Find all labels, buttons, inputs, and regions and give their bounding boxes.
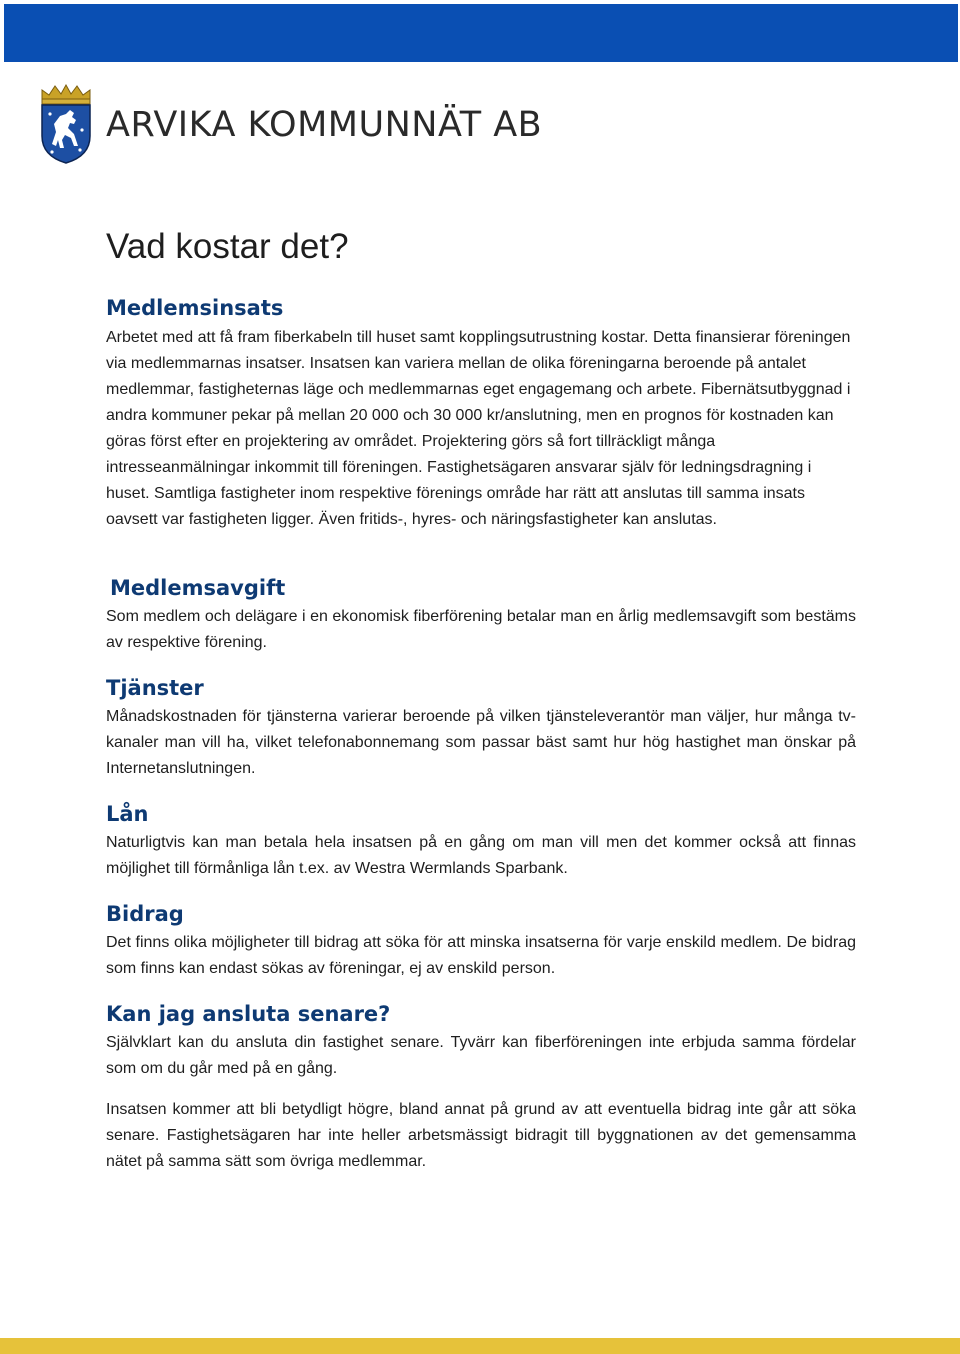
company-name: ARVIKA KOMMUNNÄT AB [106, 105, 543, 145]
heading-lan: Lån [106, 802, 149, 826]
page-title: Vad kostar det? [106, 227, 349, 266]
paragraph-medlemsinsats: Arbetet med att få fram fiberkabeln till huset samt kopplingsutrustning kostar. Detta finansierar föreningen via medlemmarnas insatser. Insatsen kan variera mellan de olika föreningarna beroende på antalet medlemmar, fastigheternas läge och medlemmarnas eget engagemang och arbete. Fibernätsutbyggnad i andra kommuner pekar på mellan 20 000 och 30 000 kr/anslutning, men en prognos för kostnaden kan göras först efter en projektering av området. Projektering görs så fort tillräckligt många intresseanmälningar inkommit till föreningen. Fastighetsägaren ansvarar själv för ledningsdragning i huset. Samtliga fastigheter inom respektive förenings område har rätt att anslutas till samma insats oavsett var fastigheten ligger. Även fritids-, hyres- och näringsfastigheter kan anslutas. [106, 329, 851, 528]
heading-tjanster: Tjänster [106, 676, 204, 700]
paragraph-lan: Naturligtvis kan man betala hela insatsen på en gång om man vill men det kommer också att finnas möjlighet till förmånliga lån t.ex. av Westra Wermlands Sparbank. [106, 834, 856, 877]
paragraph-ansluta-senare-1: Självklart kan du ansluta din fastighet senare. Tyvärr kan fiberföreningen inte erbjuda samma fördelar som om du går med på en gång. [106, 1034, 856, 1077]
heading-medlemsinsats: Medlemsinsats [106, 296, 284, 320]
paragraph-bidrag: Det finns olika möjligheter till bidrag att söka för att minska insatserna för varje enskild medlem. De bidrag som finns kan endast sökas av föreningar, ej av enskild person. [106, 934, 856, 977]
header-color-bar [4, 4, 958, 62]
coat-of-arms-logo [38, 84, 94, 164]
paragraph-tjanster: Månadskostnaden för tjänsterna varierar beroende på vilken tjänsteleverantör man väljer, hur många tv-kanaler man vill ha, vilket telefonabonnemang som passar bäst samt hur hög hastighet man önskar på Internetanslutningen. [106, 708, 856, 777]
paragraph-medlemsavgift: Som medlem och delägare i en ekonomisk fiberförening betalar man en årlig medlemsavgift som bestäms av respektive förening. [106, 608, 856, 651]
heading-bidrag: Bidrag [106, 902, 184, 926]
paragraph-ansluta-senare-2: Insatsen kommer att bli betydligt högre, bland annat på grund av att eventuella bidrag inte går att söka senare. Fastighetsägaren har inte heller arbetsmässigt bidragit till byggnationen av det gemensamma nätet på samma sätt som övriga medlemmar. [106, 1101, 856, 1170]
heading-medlemsavgift: Medlemsavgift [110, 576, 286, 600]
footer-color-bar [0, 1338, 960, 1354]
heading-ansluta-senare: Kan jag ansluta senare? [106, 1002, 391, 1026]
